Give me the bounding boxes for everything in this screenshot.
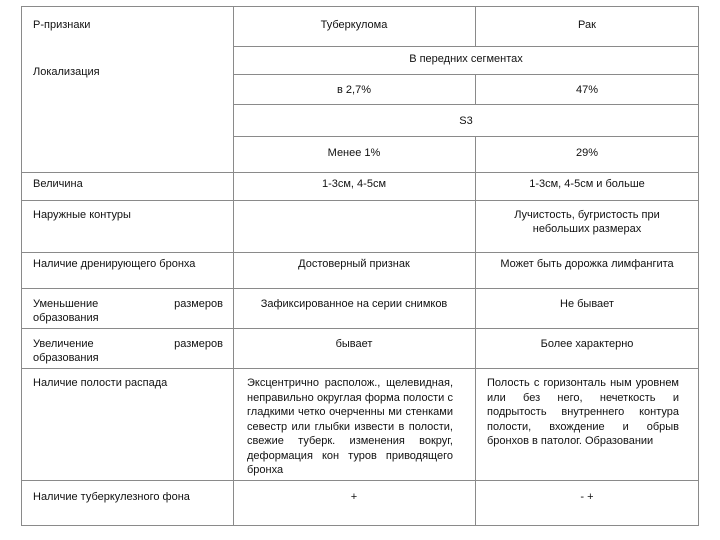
comparison-table xyxy=(21,6,699,526)
cancer-size-increase: Более характерно xyxy=(540,338,634,350)
cancer-s3: 29% xyxy=(575,147,599,159)
cancer-tb-background: - + xyxy=(580,491,594,503)
header-cancer: Рак xyxy=(578,19,596,31)
divider-front-segments xyxy=(233,74,699,75)
cancer-size: 1-3см, 4-5см и больше xyxy=(529,178,645,190)
divider-decrease xyxy=(21,328,699,329)
divider-localization xyxy=(21,172,699,173)
label-size-decrease-word1: Уменьшение xyxy=(33,298,99,310)
tb-size-increase: бывает xyxy=(335,338,373,350)
divider-size xyxy=(21,200,699,201)
tb-size: 1-3см, 4-5см xyxy=(321,178,387,190)
label-decay-cavity: Наличие полости распада xyxy=(33,377,168,389)
cancer-draining-bronchus: Может быть дорожка лимфангита xyxy=(500,258,674,270)
s3-label: S3 xyxy=(459,115,473,127)
header-features: Р-признаки xyxy=(33,19,91,31)
tb-tb-background: + xyxy=(350,491,358,503)
divider-percent xyxy=(233,104,699,105)
cancer-outer-contours: Лучистость, бугристость при небольших размерах xyxy=(514,209,660,235)
border-left xyxy=(21,6,22,526)
cancer-decay-cavity: Полость с горизонталь ным уровнем или без него, нечеткость и подрытость внутреннего контура полости, вхождение и обрыв бронхов в патолог. Образовании xyxy=(487,377,679,447)
cancer-size-decrease: Не бывает xyxy=(560,298,614,310)
divider-bronchus xyxy=(21,288,699,289)
border-bottom xyxy=(21,525,699,526)
divider-s3 xyxy=(233,136,699,137)
border-top xyxy=(21,6,699,7)
label-size-decrease-word2: размеров xyxy=(174,298,223,310)
label-size-increase-word1: Увеличение xyxy=(33,338,94,350)
label-size-increase-word2: размеров xyxy=(174,338,223,350)
front-segments: В передних сегментах xyxy=(409,53,523,65)
label-localization: Локализация xyxy=(33,66,100,78)
tb-draining-bronchus: Достоверный признак xyxy=(298,258,410,270)
label-outer-contours: Наружные контуры xyxy=(33,209,131,221)
divider-contours xyxy=(21,252,699,253)
label-size-decrease-word3: образования xyxy=(33,312,99,324)
tb-s3: Менее 1% xyxy=(327,147,381,159)
label-size-increase-word3: образования xyxy=(33,352,99,364)
label-size-decrease xyxy=(33,297,223,325)
header-tuberculoma: Туберкулома xyxy=(320,19,388,31)
tb-decay-cavity: Эксцентрично располож., щелевидная, неправильно округлая форма полости с гладкими четко очерченны ми стенками севестр или глыбки извести в полости, свежие туберк. изменения вокруг, деформация кон туров приводящего бронха xyxy=(247,377,453,476)
label-size-increase xyxy=(33,337,223,365)
divider-header xyxy=(233,46,699,47)
divider-cavity xyxy=(21,480,699,481)
cancer-percent: 47% xyxy=(575,84,599,96)
label-draining-bronchus: Наличие дренирующего бронха xyxy=(33,258,196,270)
label-size: Величина xyxy=(33,178,83,190)
tb-percent: в 2,7% xyxy=(337,84,371,96)
divider-increase xyxy=(21,368,699,369)
label-tb-background: Наличие туберкулезного фона xyxy=(33,491,190,503)
column-divider-2-bottom xyxy=(475,136,476,526)
tb-size-decrease: Зафиксированное на серии снимков xyxy=(260,298,448,310)
